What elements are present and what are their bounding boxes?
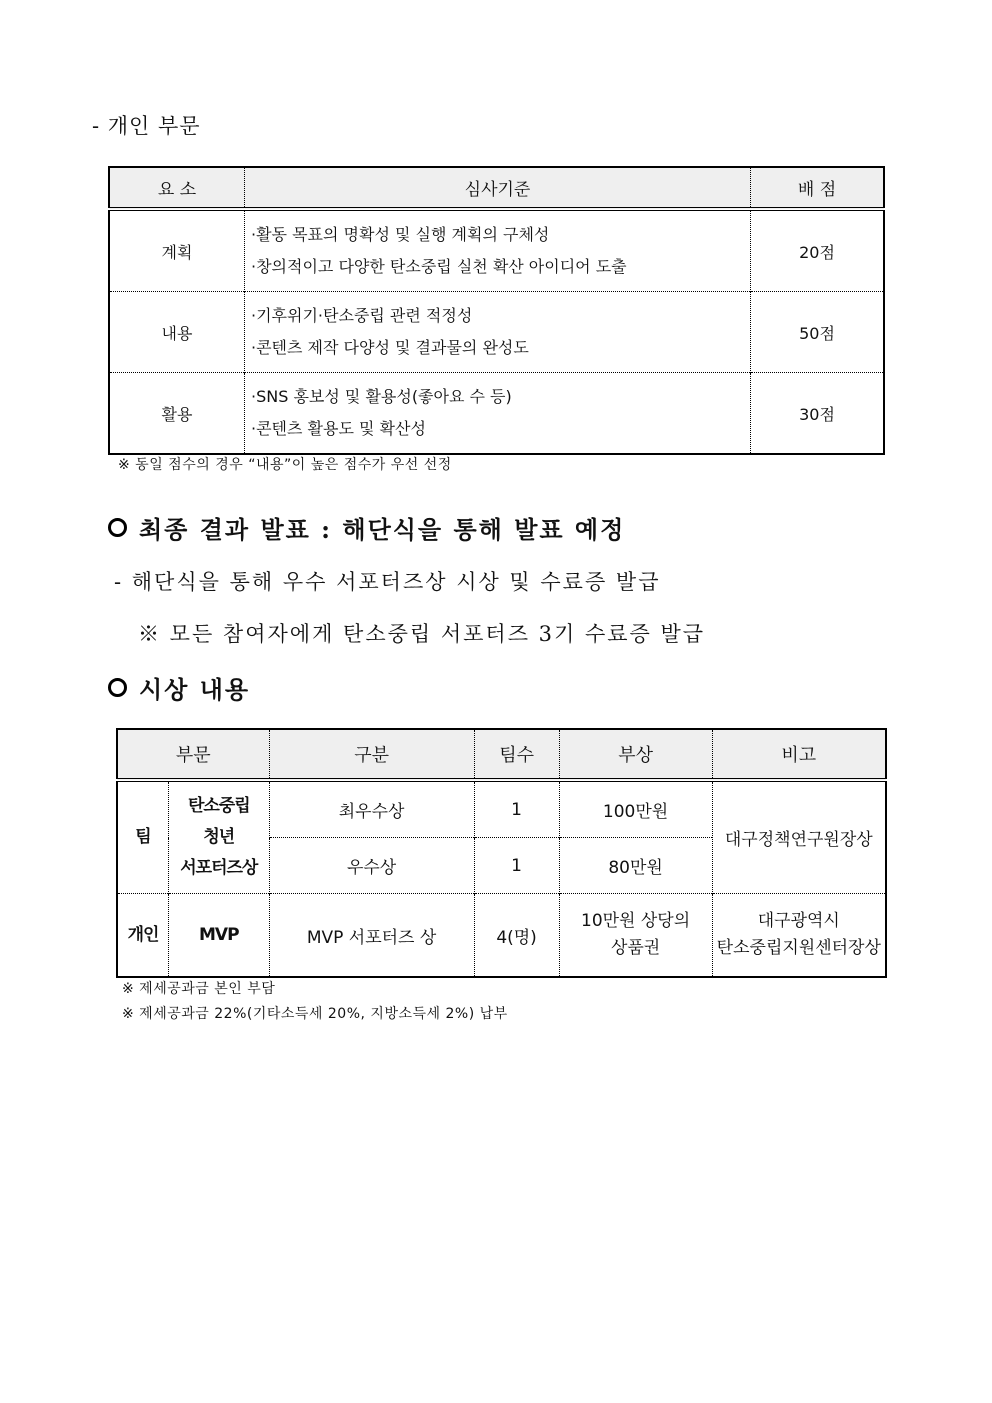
header-criteria: 심사기준 — [245, 167, 751, 209]
score-cell: 20점 — [751, 209, 885, 292]
tie-break-note: ※ 동일 점수의 경우 “내용”이 높은 점수가 우선 선정 — [118, 457, 452, 473]
score-cell: 50점 — [751, 292, 885, 373]
team-category-line: 탄소중립 — [187, 796, 250, 816]
header-type: 구분 — [269, 729, 474, 780]
team-label: 팀 — [135, 827, 151, 847]
criteria-line: ·콘텐츠 제작 다양성 및 결과물의 완성도 — [251, 338, 529, 357]
header-element: 요 소 — [109, 167, 245, 209]
prize-line: 상품권 — [610, 938, 661, 958]
award-count: 1 — [474, 838, 559, 894]
criteria-line: ·활동 목표의 명확성 및 실행 계획의 구체성 — [251, 225, 550, 244]
header-count: 팀수 — [474, 729, 559, 780]
award-prize — [559, 894, 712, 978]
header-score: 배 점 — [751, 167, 885, 209]
prize-line: 10만원 상당의 — [581, 911, 691, 931]
header-prize: 부상 — [559, 729, 712, 780]
table-row — [109, 373, 884, 455]
award-type: MVP 서포터즈 상 — [269, 894, 474, 978]
criteria-cell — [245, 373, 751, 455]
element-cell: 활용 — [109, 373, 245, 455]
awards-note-1: ※ 제세공과금 본인 부담 — [122, 981, 276, 997]
award-remark: 대구정책연구원장상 — [712, 780, 886, 894]
individual-criteria-table — [108, 166, 885, 455]
award-count: 4(명) — [474, 894, 559, 978]
criteria-line: ·기후위기·탄소중립 관련 적정성 — [251, 306, 473, 325]
table-row — [109, 292, 884, 373]
remark-line: 탄소중립지원센터장상 — [716, 938, 881, 958]
remark-line: 대구광역시 — [757, 911, 840, 931]
criteria-cell — [245, 292, 751, 373]
team-category-line: 서포터즈상 — [180, 858, 258, 878]
award-type: 최우수상 — [269, 780, 474, 838]
award-prize: 100만원 — [559, 780, 712, 838]
table-row — [117, 780, 886, 838]
element-cell: 계획 — [161, 242, 193, 262]
individual-category: MVP — [169, 894, 270, 978]
score-cell: 30점 — [751, 373, 885, 455]
criteria-cell — [245, 209, 751, 292]
team-category-line: 청년 — [203, 827, 235, 847]
circle-bullet-icon — [108, 518, 127, 537]
element-cell: 내용 — [109, 292, 245, 373]
criteria-line: ·창의적이고 다양한 탄소중립 실천 확산 아이디어 도출 — [251, 257, 627, 276]
table-row — [117, 894, 886, 978]
final-results-heading-text: 최종 결과 발표 : 해단식을 통해 발표 예정 — [139, 515, 626, 544]
table-header-row — [117, 729, 886, 780]
award-type: 우수상 — [269, 838, 474, 894]
final-results-line-2: ※ 모든 참여자에게 탄소중립 서포터즈 3기 수료증 발급 — [138, 622, 706, 646]
table-header-row — [109, 167, 884, 209]
awards-note-2: ※ 제세공과금 22%(기타소득세 20%, 지방소득세 2%) 납부 — [122, 1006, 508, 1022]
header-remark: 비고 — [712, 729, 886, 780]
team-category — [169, 780, 270, 894]
individual-section-title: - 개인 부문 — [92, 114, 201, 138]
award-remark — [712, 894, 886, 978]
header-division: 부문 — [117, 729, 269, 780]
individual-label: 개인 — [117, 894, 169, 978]
awards-heading — [108, 670, 250, 705]
criteria-line: ·SNS 홍보성 및 활용성(좋아요 수 등) — [251, 387, 512, 406]
circle-bullet-icon — [108, 678, 127, 697]
criteria-line: ·콘텐츠 활용도 및 확산성 — [251, 419, 426, 438]
final-results-line-1: - 해단식을 통해 우수 서포터즈상 시상 및 수료증 발급 — [114, 570, 661, 594]
awards-heading-text: 시상 내용 — [139, 675, 251, 704]
table-row — [109, 209, 884, 292]
awards-table — [116, 728, 887, 978]
award-prize: 80만원 — [559, 838, 712, 894]
award-count: 1 — [474, 780, 559, 838]
final-results-heading — [108, 510, 625, 545]
